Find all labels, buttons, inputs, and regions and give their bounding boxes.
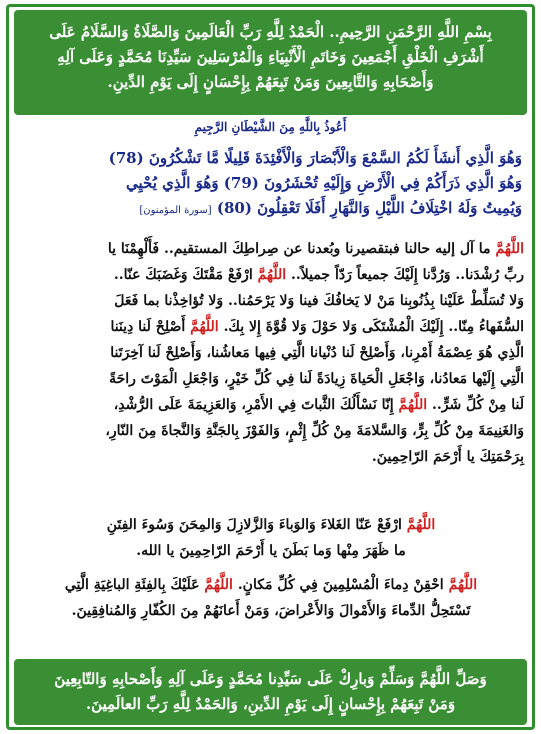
quran-verses bbox=[22, 146, 522, 223]
supplication-paragraph bbox=[18, 236, 524, 470]
dua-line: الَّتِي إِلَيْها مَعادُنا، وَاجْعَلِ الْحَياةَ زِيادَةً لَنا فِي كُلِّ خَيْرٍ، وَاجْعَلِ الْمَوْتَ راحَةً bbox=[109, 371, 524, 387]
dua-line: اللَّهُمَّ ما آل إليه حالنا فبتقصيرنا وبُعدنا عن صِراطِكَ المستقيم.. فَأَلْهِمْنَا يا bbox=[107, 241, 524, 257]
opening-praise-box bbox=[14, 10, 527, 115]
dua-line: ربِّ رُشْدَنا.. وَرُدَّنا إِلَيْكَ جميعاً رَدّاً جميلاً.. اللَّهُمَّ ارْفَعْ مَقْتَكَ وَغَضَبَكَ عنّا.. bbox=[113, 267, 524, 283]
surah-reference: [سورة المؤمنون] bbox=[139, 205, 212, 216]
dua-line: وَالغَنِيمَةَ مِنْ كُلِّ بِرٍّ، وَالسَّلامَةَ مِنْ كُلِّ إِثْمٍ، وَالفَوْزَ بِالجَنَّةِ وَالنَّجاةَ مِنَ النّارِ، bbox=[105, 423, 524, 439]
dua-line: تَسْتَحِلُّ الدِّماءَ وَالأَمْوالَ وَالأَعْراضَ، وَمَنْ أَعانَهُمْ مِنَ الكُفّارِ وَالمُنافِقِينَ. bbox=[71, 603, 471, 619]
allahumma-word: اللَّهُمَّ bbox=[398, 397, 428, 413]
footer-line: وَمَنْ تَبِعَهُمْ بِإِحْسانٍ إِلَى يَوْمِ الدِّينِ، وَالحَمْدُ لِلَّهِ رَبِّ العالَمِينَ. bbox=[85, 695, 456, 713]
closing-salutation-box bbox=[14, 659, 527, 725]
footer-line: وَصَلِّ اللَّهُمَّ وَسَلِّمْ وَبارِكْ عَلَى سَيِّدِنا مُحَمَّدٍ وَعَلَى آلِهِ وَأَصْحابِهِ وَالتّابِعِينَ bbox=[54, 670, 487, 688]
header-line: وَأَصْحَابِهِ وَالتَّابِعِينَ وَمَنْ تَبِعَهُمْ بِإِحْسَانٍ إِلَى يَوْمِ الدِّينِ. bbox=[107, 73, 434, 91]
supplication-relief bbox=[18, 512, 524, 564]
verse-line: وَهُوَ الَّذِي أَنشَأَ لَكُمُ السَّمْعَ وَالْأَبْصَارَ وَالْأَفْئِدَةَ قَلِيلًا مَّا تَشْكُرُونَ (78) bbox=[108, 149, 522, 167]
dua-line: الَّذِي هُوَ عِصْمَةُ أَمْرِنا، وَأَصْلِحْ لَنا دُنْيانا الَّتِي فِيها مَعاشُنا، وَأَصْلِحْ لَنا آخِرَتَنا bbox=[110, 345, 524, 361]
verse-line: وَيُمِيتُ وَلَهُ اخْتِلَافُ اللَّيْلِ وَالنَّهَارِ أَفَلَا تَعْقِلُونَ (80) [سورة المؤمنون] bbox=[139, 199, 522, 217]
verse-line: وَهُوَ الَّذِي ذَرَأَكُمْ فِي الْأَرْضِ وَإِلَيْهِ تُحْشَرُونَ (79) وَهُوَ الَّذِي يُحْيِي bbox=[125, 174, 522, 192]
allahumma-word: اللَّهُمَّ bbox=[190, 319, 219, 335]
allahumma-word: اللَّهُمَّ bbox=[406, 517, 436, 533]
allahumma-word: اللَّهُمَّ bbox=[448, 577, 478, 593]
allahumma-word: اللَّهُمَّ bbox=[257, 267, 287, 283]
dua-line: وَلا تُسَلِّطْ عَلَيْنا بِذُنُوبِنا مَنْ لا يَخافُكَ فينا وَلا يَرْحَمُنا.. وَلا تُؤاخِذْنا بما فَعَلَ bbox=[114, 293, 524, 309]
dua-line: ما ظَهَرَ مِنْها وَما بَطَنَ يا أَرْحَمَ الرّاحِمِينَ يا الله. bbox=[136, 543, 406, 559]
dua-line: اللَّهُمَّ احْقِنْ دِماءَ الْمُسْلِمِينَ فِي كُلِّ مَكانٍ. اللَّهُمَّ عَلَيْكَ بِالفِئَةِ الباغِيَةِ الَّتِي bbox=[64, 577, 478, 593]
supplication-protection bbox=[18, 572, 524, 624]
allahumma-word: اللَّهُمَّ bbox=[495, 241, 524, 257]
istiadha: أَعُوذُ بِاللَّهِ مِنَ الشَّيْطَانِ الرَّجِيمِ bbox=[194, 120, 347, 134]
dua-line: اللَّهُمَّ ارْفَعْ عَنّا الغَلاءَ وَالوَباءَ وَالزَّلازِلَ وَالمِحَنَ وَسُوءَ الفِتَنِ bbox=[106, 517, 436, 533]
dua-line: لَنا مِنْ كُلِّ شَرٍّ.. اللَّهُمَّ إِنّا نَسْأَلُكَ الثَّباتَ فِي الأَمْرِ، وَالعَزِيمَةَ عَلَى الرُّشْدِ، bbox=[113, 397, 524, 413]
allahumma-word: اللَّهُمَّ bbox=[204, 577, 233, 593]
dua-line: بِرَحْمَتِكَ يا أَرْحَمَ الرّاحِمِينَ. bbox=[371, 449, 524, 465]
header-line: أَشْرَفِ الْخَلْقِ أَجْمَعِينَ وَخَاتَمِ الْأَنْبِيَاءِ وَالْمُرْسَلِينَ سَيِّدِنَا مُحَمَّدٍ وَعَلَى آلِهِ bbox=[57, 48, 484, 66]
dua-line: السُّفَهاءُ مِنّا.. إِلَيْكَ الْمُشْتَكَى وَلا حَوْلَ وَلا قُوَّةَ إِلا بِكَ. اللَّهُمَّ أَصْلِحْ لَنا دِينَنا bbox=[110, 319, 524, 335]
header-line: بِسْمِ اللَّهِ الرَّحْمَنِ الرَّحِيمِ.. الْحَمْدُ لِلَّهِ رَبِّ الْعَالَمِينَ وَالصَّلَاةُ وَالسَّلَامُ عَلَى bbox=[49, 23, 492, 41]
